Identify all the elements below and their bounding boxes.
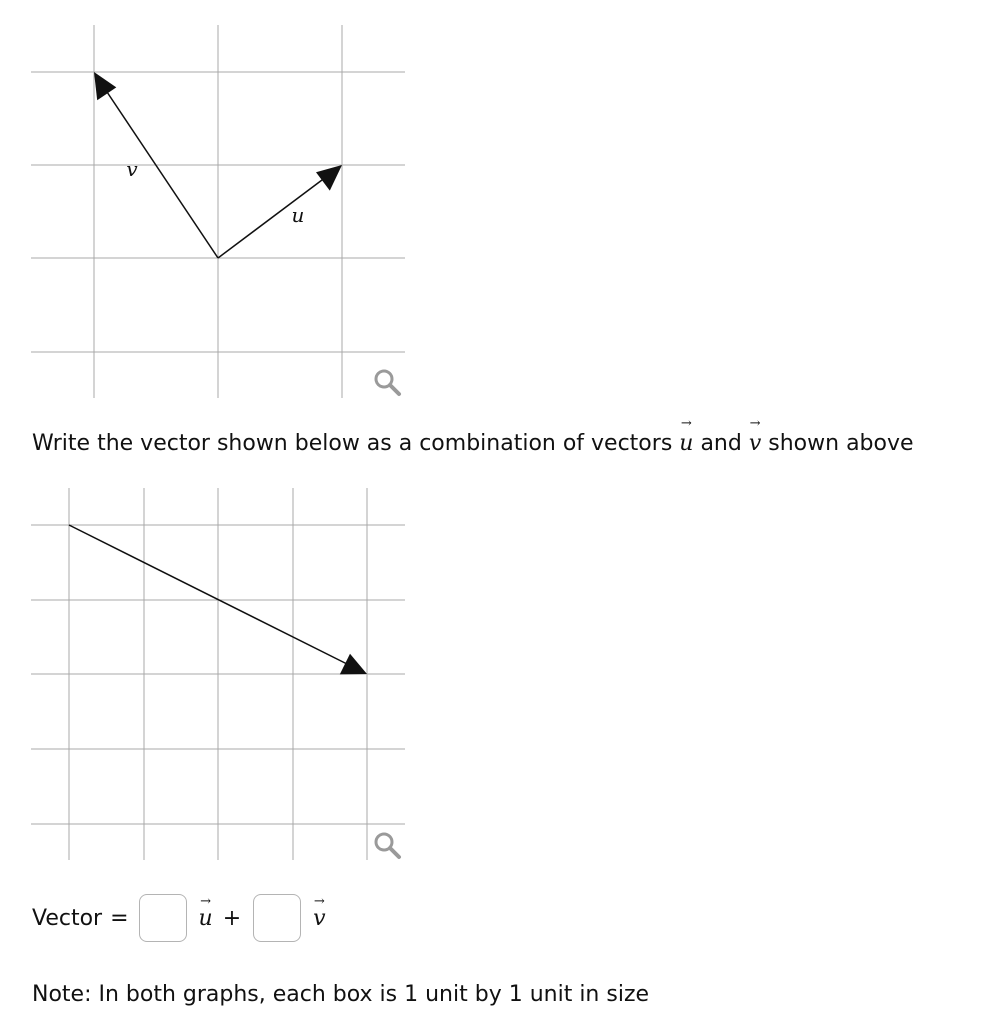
answer-row — [32, 890, 326, 946]
unit-note: Note: In both graphs, each box is 1 unit by 1 unit in size — [32, 982, 650, 1007]
prompt-text-middle: and — [693, 431, 749, 456]
vector-v-symbol: → v — [313, 893, 326, 931]
equals-sign: = — [110, 905, 129, 931]
vector-u — [218, 165, 342, 258]
target-vector-shaft — [69, 525, 349, 665]
plus-sign: + — [222, 905, 242, 931]
prompt-text-start: Write the vector shown below as a combination of vectors — [32, 431, 680, 456]
vector-v-shaft — [103, 86, 218, 258]
vector-u-shaft — [218, 177, 326, 258]
vector-u-symbol: → u — [198, 893, 213, 931]
vector-v-label: v — [126, 157, 138, 181]
prompt-text-end: shown above — [761, 431, 914, 456]
vector-u-symbol: → u — [679, 416, 694, 456]
vector-v-symbol: → v — [748, 416, 762, 456]
u-coefficient-input[interactable] — [139, 894, 187, 942]
target-vector-arrowhead — [340, 654, 367, 675]
zoom-magnifier-icon[interactable] — [370, 828, 406, 864]
vectors-u-v-graph — [0, 0, 420, 410]
vector-v-arrowhead — [94, 72, 116, 100]
question-prompt — [32, 416, 914, 460]
grid-lines — [31, 25, 405, 398]
zoom-magnifier-icon[interactable] — [370, 365, 406, 401]
vector-label: Vector — [32, 905, 103, 931]
vector-u-label: u — [291, 203, 305, 227]
v-coefficient-input[interactable] — [253, 894, 301, 942]
target-vector-graph — [0, 480, 420, 870]
vector-u-arrowhead — [316, 165, 342, 191]
